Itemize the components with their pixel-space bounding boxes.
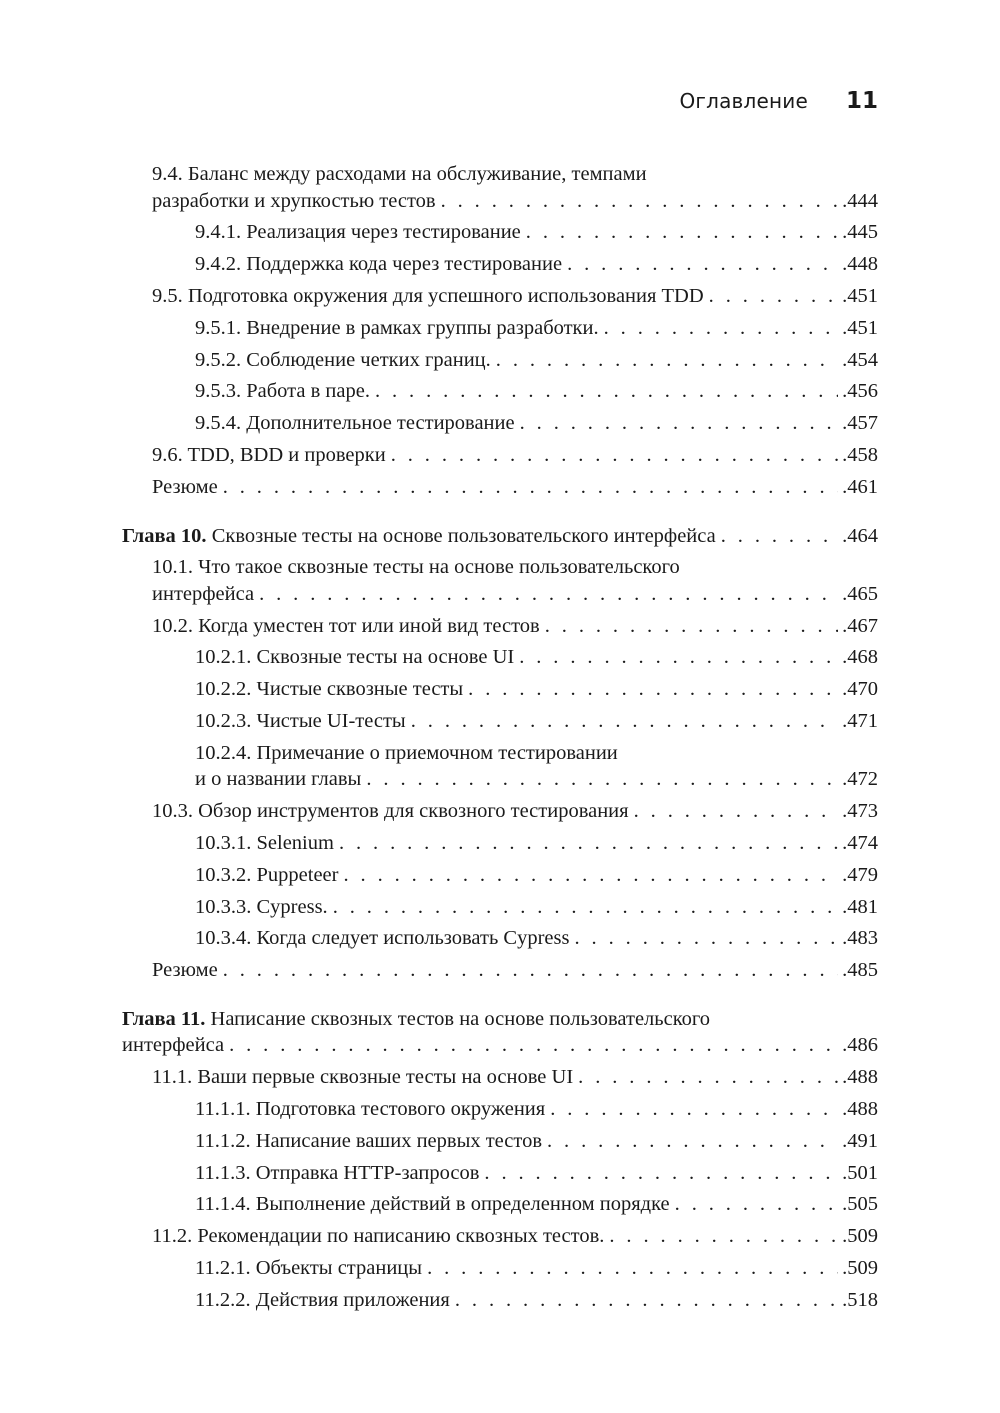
entry-title: Резюме <box>152 959 218 982</box>
entry-title: 9.5.4. Дополнительное тестирование <box>195 412 515 435</box>
entry-title: 11.1.2. Написание ваших первых тестов <box>195 1129 542 1152</box>
entry-title: 10.3.4. Когда следует использовать Cypress <box>195 927 570 950</box>
entry-page-number: .471 <box>842 710 878 732</box>
entry-title: 9.5.1. Внедрение в рамках группы разработки. <box>195 316 599 339</box>
entry-title: 11.1.1. Подготовка тестового окружения <box>195 1098 546 1120</box>
entry-title: 11.2.2. Действия приложения <box>195 1288 450 1311</box>
dot-leader <box>675 1190 838 1218</box>
entry-title: Сквозные тесты на основе пользовательского интерфейса <box>211 524 716 547</box>
entry-page-number: .445 <box>842 221 878 244</box>
entry-title: 10.3.3. Cypress. <box>195 895 328 918</box>
entry-page-number: .486 <box>842 1034 878 1057</box>
entry-page-number: .465 <box>842 582 878 605</box>
page-number: 11 <box>845 88 878 114</box>
entry-page-number: .457 <box>842 412 878 435</box>
dot-leader <box>634 797 839 825</box>
dot-leader <box>229 1031 838 1059</box>
entry-page-number: .464 <box>842 524 878 547</box>
dot-leader <box>455 1286 838 1314</box>
entry-page-number: .454 <box>842 348 878 371</box>
dot-leader <box>575 924 839 952</box>
entry-page-number: .472 <box>842 768 878 791</box>
entry-title: 9.5.2. Соблюдение четких границ. <box>195 348 491 371</box>
entry-page-number: .488 <box>842 1098 878 1120</box>
dot-leader <box>468 675 838 703</box>
dot-leader <box>375 377 838 405</box>
entry-title: 11.2.1. Объекты страницы <box>195 1257 423 1279</box>
dot-leader <box>721 522 838 550</box>
entry-title: 10.3.2. Puppeteer <box>195 863 339 886</box>
entry-title: 9.6. TDD, BDD и проверки <box>152 443 386 466</box>
entry-title: и о названии главы <box>195 768 362 791</box>
dot-leader <box>545 612 838 640</box>
entry-page-number: .509 <box>842 1257 878 1279</box>
entry-title: 11.2. Рекомендации по написанию сквозных тестов. <box>152 1225 605 1248</box>
entry-page-number: .483 <box>842 927 878 950</box>
entry-title: 11.1.4. Выполнение действий в определенном порядке <box>195 1193 670 1216</box>
entry-page-number: .488 <box>842 1066 878 1089</box>
dot-leader <box>578 1063 838 1091</box>
entry-page-number: .501 <box>842 1161 878 1184</box>
dot-leader <box>391 441 838 469</box>
entry-title: 9.5.3. Работа в паре. <box>195 380 370 403</box>
entry-page-number: .509 <box>842 1225 878 1248</box>
dot-leader <box>259 580 838 608</box>
dot-leader <box>520 409 839 437</box>
dot-leader <box>496 346 838 374</box>
dot-leader <box>411 707 838 735</box>
entry-page-number: .481 <box>842 895 878 918</box>
dot-leader <box>567 250 838 278</box>
entry-title: 9.4. Баланс между расходами на обслуживание, темпами <box>152 163 647 185</box>
dot-leader <box>427 1254 838 1282</box>
entry-title: 10.2.2. Чистые сквозные тесты <box>195 678 464 701</box>
entry-page-number: .491 <box>842 1129 878 1152</box>
entry-page-number: .474 <box>842 831 878 854</box>
dot-leader <box>609 1222 838 1250</box>
dot-leader <box>223 956 838 984</box>
dot-leader <box>441 187 839 215</box>
entry-page-number: .470 <box>842 678 878 701</box>
dot-leader <box>484 1159 838 1187</box>
entry-title: 11.1.3. Отправка HTTP-запросов <box>195 1161 480 1184</box>
entry-title: Написание сквозных тестов на основе пользовательского <box>210 1007 711 1030</box>
chapter-label: Глава 11. <box>122 1007 206 1030</box>
entry-page-number: .461 <box>842 475 878 498</box>
chapter-label: Глава 10. <box>122 524 207 547</box>
entry-title: 10.1. Что такое сквозные тесты на основе пользовательского <box>152 556 680 579</box>
entry-page-number: .485 <box>842 959 878 982</box>
header-title: Оглавление <box>679 89 808 113</box>
dot-leader <box>550 1095 838 1123</box>
entry-title: Резюме <box>152 475 218 498</box>
running-header <box>679 88 878 114</box>
entry-page-number: .505 <box>842 1193 878 1216</box>
entry-title: 9.5. Подготовка окружения для успешного использования TDD <box>152 284 704 307</box>
dot-leader <box>604 314 839 342</box>
entry-title: 9.4.2. Поддержка кода через тестирование <box>195 253 563 276</box>
dot-leader <box>223 473 838 501</box>
entry-title: 10.2.3. Чистые UI-тесты <box>195 710 406 732</box>
entry-title: 10.2. Когда уместен тот или иной вид тестов <box>152 614 540 637</box>
dot-leader <box>339 829 838 857</box>
entry-title: 11.1. Ваши первые сквозные тесты на основе UI <box>152 1066 574 1089</box>
dot-leader <box>333 893 838 921</box>
entry-page-number: .458 <box>842 443 878 466</box>
entry-title: 10.2.1. Сквозные тесты на основе UI <box>195 646 515 669</box>
entry-page-number: .451 <box>842 284 878 307</box>
entry-page-number: .451 <box>842 316 878 339</box>
dot-leader <box>366 765 838 793</box>
entry-title: 9.4.1. Реализация через тестирование <box>195 221 521 244</box>
entry-page-number: .467 <box>842 614 878 637</box>
entry-title: разработки и хрупкостью тестов <box>152 189 436 212</box>
entry-page-number: .518 <box>842 1288 878 1311</box>
entry-title: интерфейса <box>152 582 255 605</box>
entry-title: 10.3. Обзор инструментов для сквозного тестирования <box>152 800 629 823</box>
dot-leader <box>343 861 838 889</box>
entry-page-number: .448 <box>842 253 878 276</box>
entry-title: 10.3.1. Selenium <box>195 831 334 854</box>
entry-page-number: .444 <box>842 189 878 212</box>
entry-page-number: .468 <box>842 646 878 669</box>
entry-page-number: .473 <box>842 800 878 823</box>
dot-leader <box>547 1127 838 1155</box>
entry-title: 10.2.4. Примечание о приемочном тестировании <box>195 741 618 764</box>
dot-leader <box>526 218 838 246</box>
dot-leader <box>709 282 838 310</box>
entry-page-number: .456 <box>842 380 878 403</box>
entry-title: интерфейса <box>122 1034 225 1057</box>
dot-leader <box>519 643 838 671</box>
entry-page-number: .479 <box>842 863 878 886</box>
